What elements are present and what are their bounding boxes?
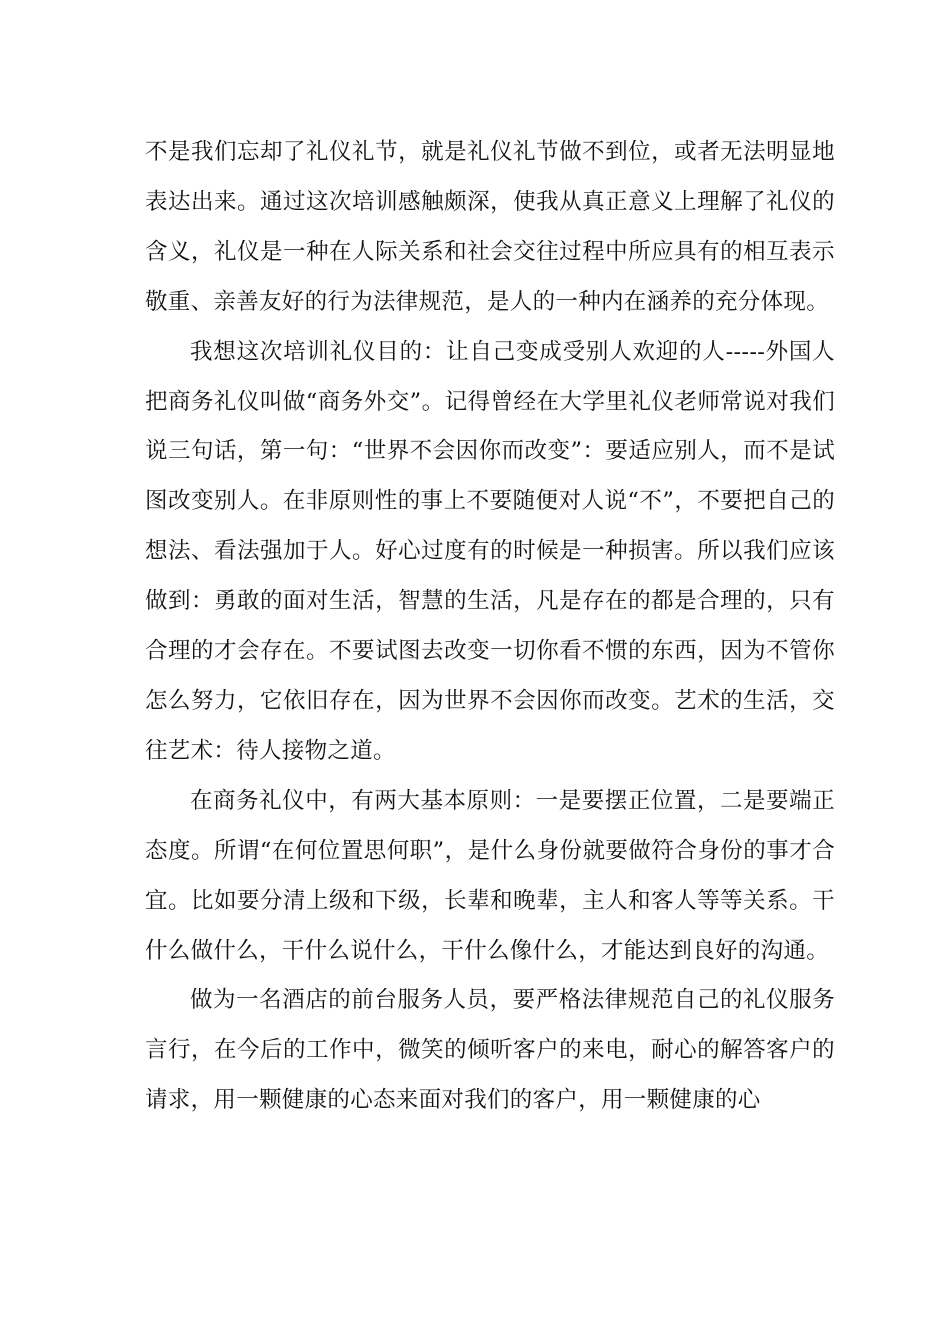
document-page: [145, 128, 835, 1126]
paragraph-1: 不是我们忘却了礼仪礼节，就是礼仪礼节做不到位，或者无法明显地表达出来。通过这次培训感触颇深，使我从真正意义上理解了礼仪的含义，礼仪是一种在人际关系和社会交往过程中所应具有的相互表示敬重、亲善友好的行为法律规范，是人的一种内在涵养的充分体现。: [145, 139, 835, 315]
paragraph-2: 我想这次培训礼仪目的：让自己变成受别人欢迎的人-----外国人把商务礼仪叫做“商务外交”。记得曾经在大学里礼仪老师常说对我们说三句话，第一句：“世界不会因你而改变”：要适应别人，而不是试图改变别人。在非原则性的事上不要随便对人说“不”，不要把自己的想法、看法强加于人。好心过度有的时候是一种损害。所以我们应该做到：勇敢的面对生活，智慧的生活，凡是存在的都是合理的，只有合理的才会存在。不要试图去改变一切你看不惯的东西，因为不管你怎么努力，它依旧存在，因为世界不会因你而改变。艺术的生活，交往艺术：待人接物之道。: [145, 338, 835, 764]
paragraph-3: 在商务礼仪中，有两大基本原则：一是要摆正位置，二是要端正态度。所谓“在何位置思何职”，是什么身份就要做符合身份的事才合宜。比如要分清上级和下级，长辈和晚辈，主人和客人等等关系。干什么做什么，干什么说什么，干什么像什么，才能达到良好的沟通。: [145, 787, 835, 964]
paragraph-4: 做为一名酒店的前台服务人员，要严格法律规范自己的礼仪服务言行，在今后的工作中，微笑的倾听客户的来电，耐心的解答客户的请求，用一颗健康的心态来面对我们的客户，用一颗健康的心: [145, 987, 835, 1114]
